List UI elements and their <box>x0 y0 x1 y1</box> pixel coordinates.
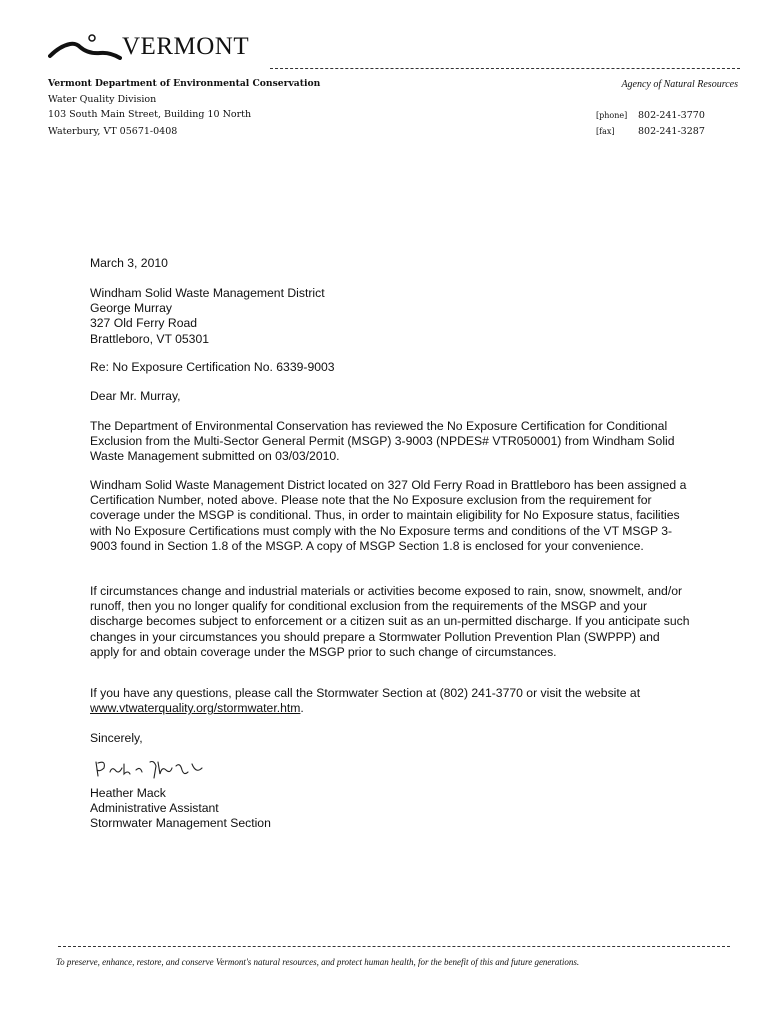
handwritten-signature <box>92 754 212 784</box>
street-address: 103 South Main Street, Building 10 North <box>48 109 252 120</box>
phone-line <box>596 110 705 121</box>
division-name: Water Quality Division <box>48 94 157 105</box>
closing: Sincerely, <box>90 731 143 745</box>
signer-name: Heather Mack <box>90 786 166 800</box>
questions-text: If you have any questions, please call the Stormwater Section at (802) 241-3770 or visit the website at <box>90 686 641 700</box>
department-name: Vermont Department of Environmental Conservation <box>48 78 321 89</box>
signer-block <box>90 786 271 832</box>
recipient-city: Brattleboro, VT 05301 <box>90 331 210 346</box>
state-name: VERMONT <box>122 33 250 60</box>
fax-number: 802-241-3287 <box>638 126 705 137</box>
paragraph-review: The Department of Environmental Conservation has reviewed the No Exposure Certification for Conditional Exclusion from the Multi-Sector General Permit (MSGP) 3-9003 (NPDES# VTR050001) from Windham Solid Waste Management submitted on 03/03/2010. <box>90 419 675 464</box>
signer-section: Stormwater Management Section <box>90 816 271 831</box>
subject-line: Re: No Exposure Certification No. 6339-9003 <box>90 360 335 374</box>
mountain-logo-icon <box>48 32 122 60</box>
questions-end: . <box>300 701 304 716</box>
city-address: Waterbury, VT 05671-0408 <box>48 126 178 137</box>
recipient-block <box>90 286 325 347</box>
phone-number: 802-241-3770 <box>638 110 705 121</box>
agency-name: Agency of Natural Resources <box>621 79 738 90</box>
recipient-name: George Murray <box>90 301 172 316</box>
salutation: Dear Mr. Murray, <box>90 389 181 403</box>
paragraph-questions <box>90 686 690 716</box>
header-divider <box>270 68 740 69</box>
website-link[interactable]: www.vtwaterquality.org/stormwater.htm <box>90 701 301 716</box>
signer-title: Administrative Assistant <box>90 801 219 816</box>
fax-line <box>596 126 705 137</box>
paragraph-certification: Windham Solid Waste Management District located on 327 Old Ferry Road in Brattleboro has been assigned a Certification Number, noted above. Please note that the No Exposure exclusion from the requirement for coverage under the MSGP is conditional. Thus, in order to maintain eligibility for No Exposure status, facilities with No Exposure Certifications must comply with the No Exposure terms and conditions of the VT MSGP 3-9003 found in Section 1.8 of the MSGP. A copy of MSGP Section 1.8 is enclosed for your convenience. <box>90 478 687 553</box>
recipient-organization: Windham Solid Waste Management District <box>90 286 325 300</box>
recipient-street: 327 Old Ferry Road <box>90 316 198 331</box>
vermont-logo <box>48 28 308 64</box>
paragraph-circumstances: If circumstances change and industrial materials or activities become exposed to rain, snow, snowmelt, and/or runoff, then you no longer qualify for conditional exclusion from the requirements of the MSGP and your discharge becomes subject to enforcement or a citizen suit as an un-permitted discharge. If you anticipate such changes in your circumstances you should prepare a Stormwater Pollution Prevention Plan (SWPPP) and apply for and obtain coverage under the MSGP prior to such change of circumstances. <box>90 584 690 659</box>
fax-label: [fax] <box>596 127 615 136</box>
footer-divider <box>58 946 730 947</box>
letter-date: March 3, 2010 <box>90 256 168 270</box>
footer-motto: To preserve, enhance, restore, and conserve Vermont's natural resources, and protect human health, for the benefit of this and future generations. <box>56 957 580 967</box>
phone-label: [phone] <box>596 111 628 120</box>
